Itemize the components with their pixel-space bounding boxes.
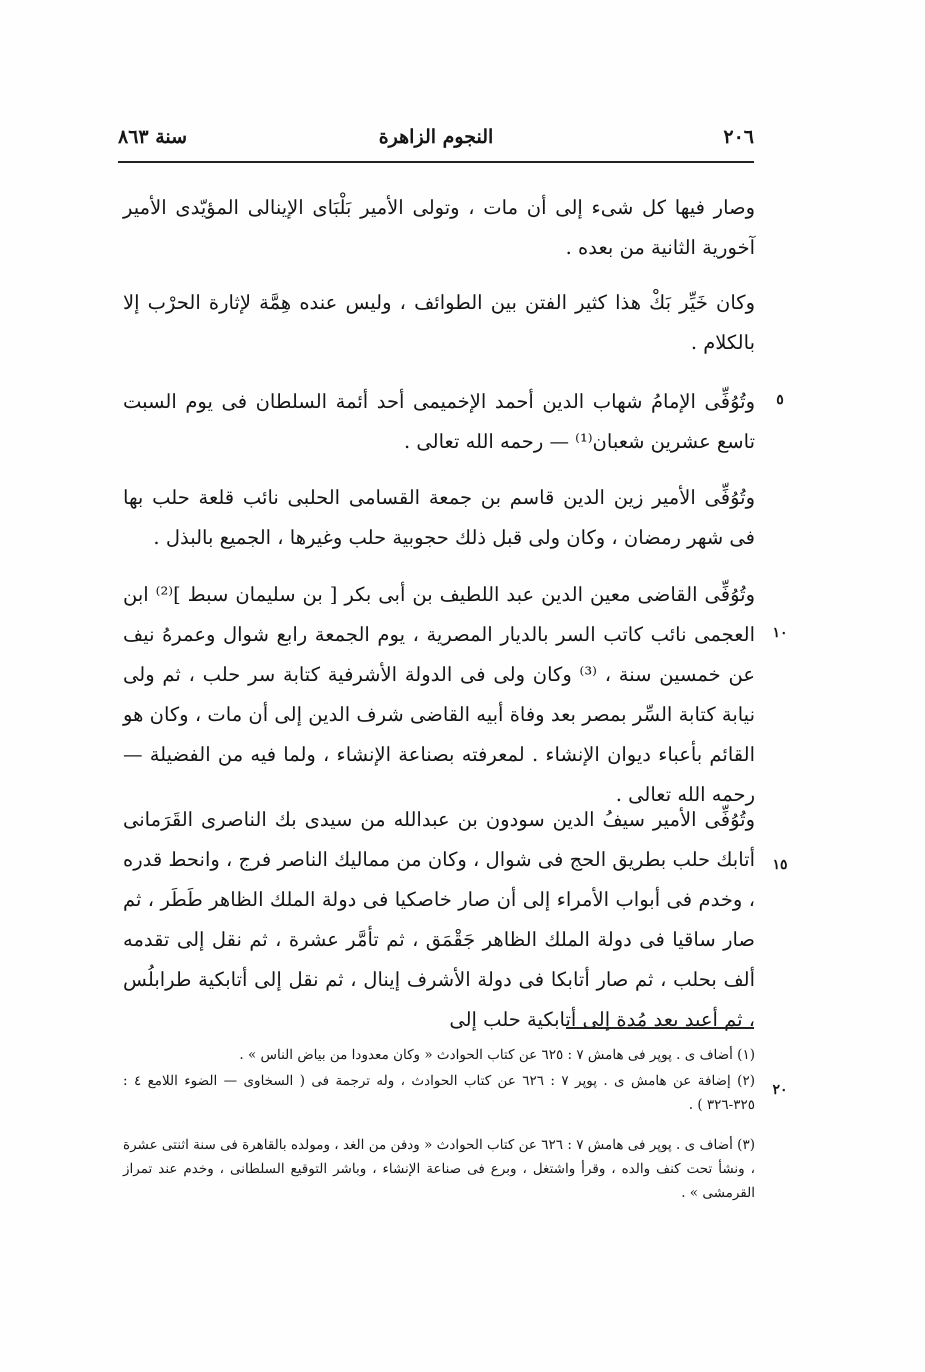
- paragraph-2: وكان خَيِّر بَكْ هذا كثير الفتن بين الطوائف ، وليس عنده هِمَّة لإثارة الحرْب إلا بالكلام .: [123, 291, 755, 354]
- line-number-10: ١٠: [772, 625, 788, 641]
- paragraph-5: وتُوُفِّى القاضى معين الدين عبد اللطيف بن أبى بكر [ بن سليمان سبط ]⁽²⁾ ابن العجمى نائب كاتب السر بالديار المصرية ، يوم الجمعة رابع شوال وعمرهُ نيف عن خمسين سنة ، ⁽³⁾ وكان ولى فى الدولة الأشرفية كتابة سر حلب ، ثم ولى نيابة كتابة السِّر بمصر بعد وفاة أبيه القاضى شرف الدين إلى أن مات ، وكان هو القائم بأعباء ديوان الإنشاء . لمعرفته بصناعة الإنشاء ، ولما فيه من الفضيلة — رحمه الله تعالى .: [123, 583, 755, 806]
- line-number-20: ٢٠: [772, 1082, 788, 1098]
- line-number-5: ٥: [776, 392, 784, 408]
- footnote-1: (١) أضاف ى . پوپر فى هامش ٧ : ٦٢٥ عن كتاب الحوادث « وكان معدودا من بياض الناس » .: [239, 1047, 755, 1063]
- paragraph-3: وتُوُفِّى الإمامُ شهاب الدين أحمد الإخميمى أحد أئمة السلطان فى يوم السبت تاسع عشرين شعبان⁽¹⁾ — رحمه الله تعالى .: [123, 390, 755, 453]
- footnote-rule: [566, 1027, 754, 1029]
- paragraph-6: وتُوُفِّى الأمير سيفُ الدين سودون بن عبدالله من سيدى بك الناصرى القَرَمانى أتابك حلب بطريق الحج فى شوال ، وكان من مماليك الناصر فرج ، وانحط قدره ، وخدم فى أبواب الأمراء إلى أن صار خاصكيا فى دولة الملك الظاهر طَطَر ، ثم صار ساقيا فى دولة الملك الظاهر جَقْمَق ، ثم تأمَّر عشرة ، ثم نقل إلى تقدمه ألف بحلب ، ثم صار أتابكا فى دولة الأشرف إينال ، ثم نقل إلى أتابكية طرابلُس ، ثم أعيد بعد مُدة إلى أتابكية حلب إلى: [123, 808, 755, 1031]
- book-title: النجوم الزاهرة: [378, 126, 494, 148]
- header-rule: [118, 161, 754, 163]
- paragraph-4: وتُوُفِّى الأمير زين الدين قاسم بن جمعة القسامى الحلبى نائب قلعة حلب بها فى شهر رمضان ، وكان ولى قبل ذلك حجوبية حلب وغيرها ، الجميع بالبذل .: [123, 486, 755, 549]
- paragraph-1: وصار فيها كل شىء إلى أن مات ، وتولى الأمير بَلْبَاى الإينالى المؤيّدى الأمير آخورية الثانية من بعده .: [123, 196, 755, 259]
- year-label: سنة ٨٦٣: [118, 126, 188, 148]
- footnote-2: (٢) إضافة عن هامش ى . پوپر ٧ : ٦٢٦ عن كتاب الحوادث ، وله ترجمة فى ( السخاوى — الضوء اللامع ٤ : ٣٢٥-٣٢٦ ) .: [123, 1073, 755, 1113]
- line-number-15: ١٥: [772, 857, 788, 873]
- page-number: ٢٠٦: [723, 126, 754, 148]
- footnote-3: (٣) أضاف ى . پوپر فى هامش ٧ : ٦٢٦ عن كتاب الحوادث « ودفن من الغد ، ومولده بالقاهرة فى سنة اثنتى عشرة ، ونشأ تحت كنف والده ، وقرأ واشتغل ، وبرع فى صناعة الإنشاء ، وباشر التوقيع السلطانى ، وخدم عند تمراز القرمشى » .: [123, 1137, 755, 1201]
- running-header: [118, 122, 754, 158]
